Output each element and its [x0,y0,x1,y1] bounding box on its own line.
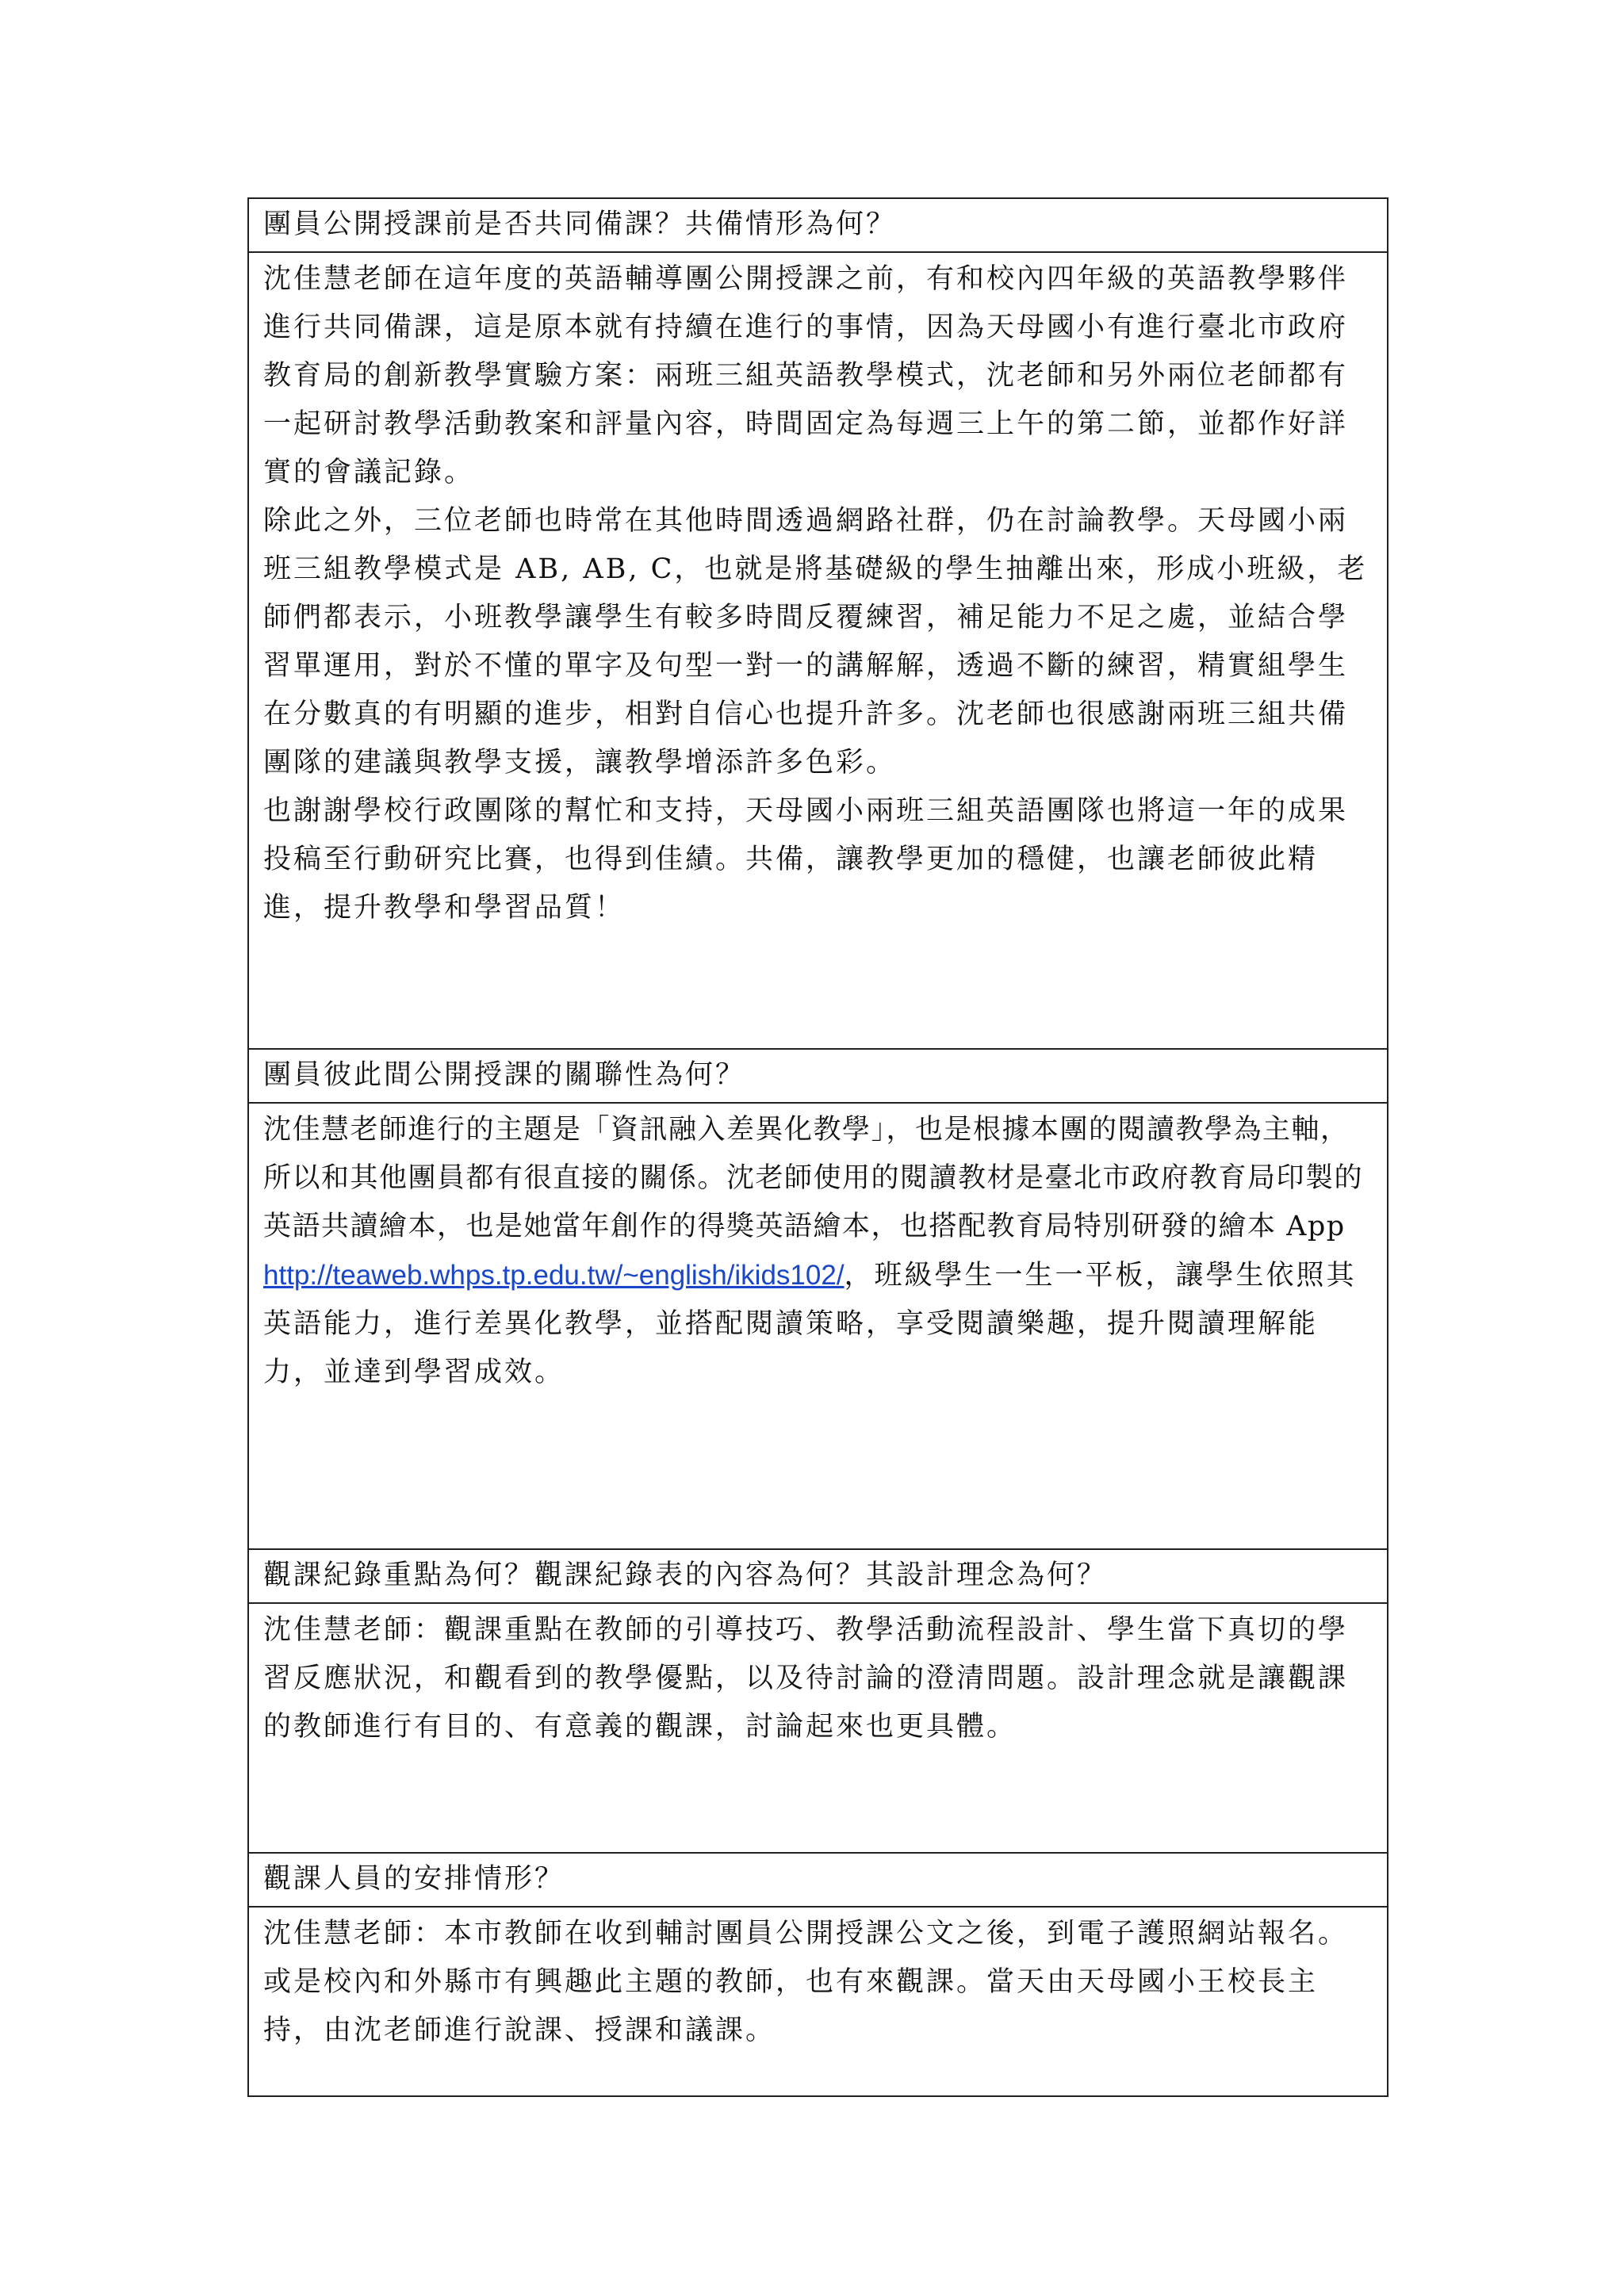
question-text: 觀課紀錄重點為何？觀課紀錄表的內容為何？其設計理念為何？ [263,1559,1108,1591]
answer-row [248,1603,1388,1853]
answer-cell [248,1907,1388,2096]
question-cell [248,1853,1388,1907]
question-cell [248,198,1388,252]
question-cell [248,1049,1388,1103]
answer-row [248,1103,1388,1549]
answer-paragraph: ，班級學生一生一平板，讓學生依照其英語能力，進行差異化教學，並搭配閱讀策略，享受閱讀樂趣，提升閱讀理解能力，並達到學習成效。 [263,1260,1357,1388]
question-text: 團員公開授課前是否共同備課？共備情形為何？ [263,209,897,240]
resource-link[interactable]: http://teaweb.whps.tp.edu.tw/~english/ikids102/ [263,1260,845,1291]
answer-paragraph: 除此之外，三位老師也時常在其他時間透過網路社群，仍在討論教學。天母國小兩班三組教學模式是 AB, AB, C，也就是將基礎級的學生抽離出來，形成小班級，老師們都表示，小班教學讓學生有較多時間反覆練習，補足能力不足之處，並結合學習單運用，對於不懂的單字及句型一對一的講解解，透過不斷的練習，精實組學生在分數真的有明顯的進步，相對自信心也提升許多。沈老師也很感謝兩班三組共備團隊的建議與教學支援，讓教學增添許多色彩。 [263,505,1368,779]
answer-paragraph: 沈佳慧老師進行的主題是「資訊融入差異化教學」，也是根據本團的閱讀教學為主軸，所以和其他團員都有很直接的關係。沈老師使用的閱讀教材是臺北市政府教育局印製的英語共讀繪本，也是她當年創作的得獎英語繪本，也搭配教育局特別研發的繪本 App [263,1114,1364,1242]
link-line [263,1251,1373,1397]
answer-paragraph: 沈佳慧老師：觀課重點在教師的引導技巧、教學活動流程設計、學生當下真切的學習反應狀況，和觀看到的教學優點，以及待討論的澄清問題。設計理念就是讓觀課的教師進行有目的、有意義的觀課，討論起來也更具體。 [263,1614,1349,1743]
answer-paragraph: 也謝謝學校行政團隊的幫忙和支持，天母國小兩班三組英語團隊也將這一年的成果投稿至行動研究比賽，也得到佳績。共備，讓教學更加的穩健，也讓老師彼此精進，提升教學和學習品質！ [263,795,1349,924]
report-table [247,197,1388,2097]
answer-paragraph: 沈佳慧老師在這年度的英語輔導團公開授課之前，有和校內四年級的英語教學夥伴進行共同備課，這是原本就有持續在進行的事情，因為天母國小有進行臺北市政府教育局的創新教學實驗方案：兩班三組英語教學模式，沈老師和另外兩位老師都有一起研討教學活動教案和評量內容，時間固定為每週三上午的第二節，並都作好詳實的會議記錄。 [263,263,1349,488]
question-text: 觀課人員的安排情形？ [263,1863,565,1895]
answer-row [248,1907,1388,2096]
question-row [248,1549,1388,1603]
answer-cell [248,1103,1388,1549]
question-text: 團員彼此間公開授課的關聯性為何？ [263,1059,746,1091]
answer-cell [248,1603,1388,1853]
question-row [248,1049,1388,1103]
answer-paragraph: 沈佳慧老師：本市教師在收到輔討團員公開授課公文之後，到電子護照網站報名。或是校內和外縣市有興趣此主題的教師，也有來觀課。當天由天母國小王校長主持，由沈老師進行說課、授課和議課。 [263,1918,1349,2046]
answer-cell [248,252,1388,1049]
question-row [248,198,1388,252]
answer-row [248,252,1388,1049]
question-cell [248,1549,1388,1603]
question-row [248,1853,1388,1907]
